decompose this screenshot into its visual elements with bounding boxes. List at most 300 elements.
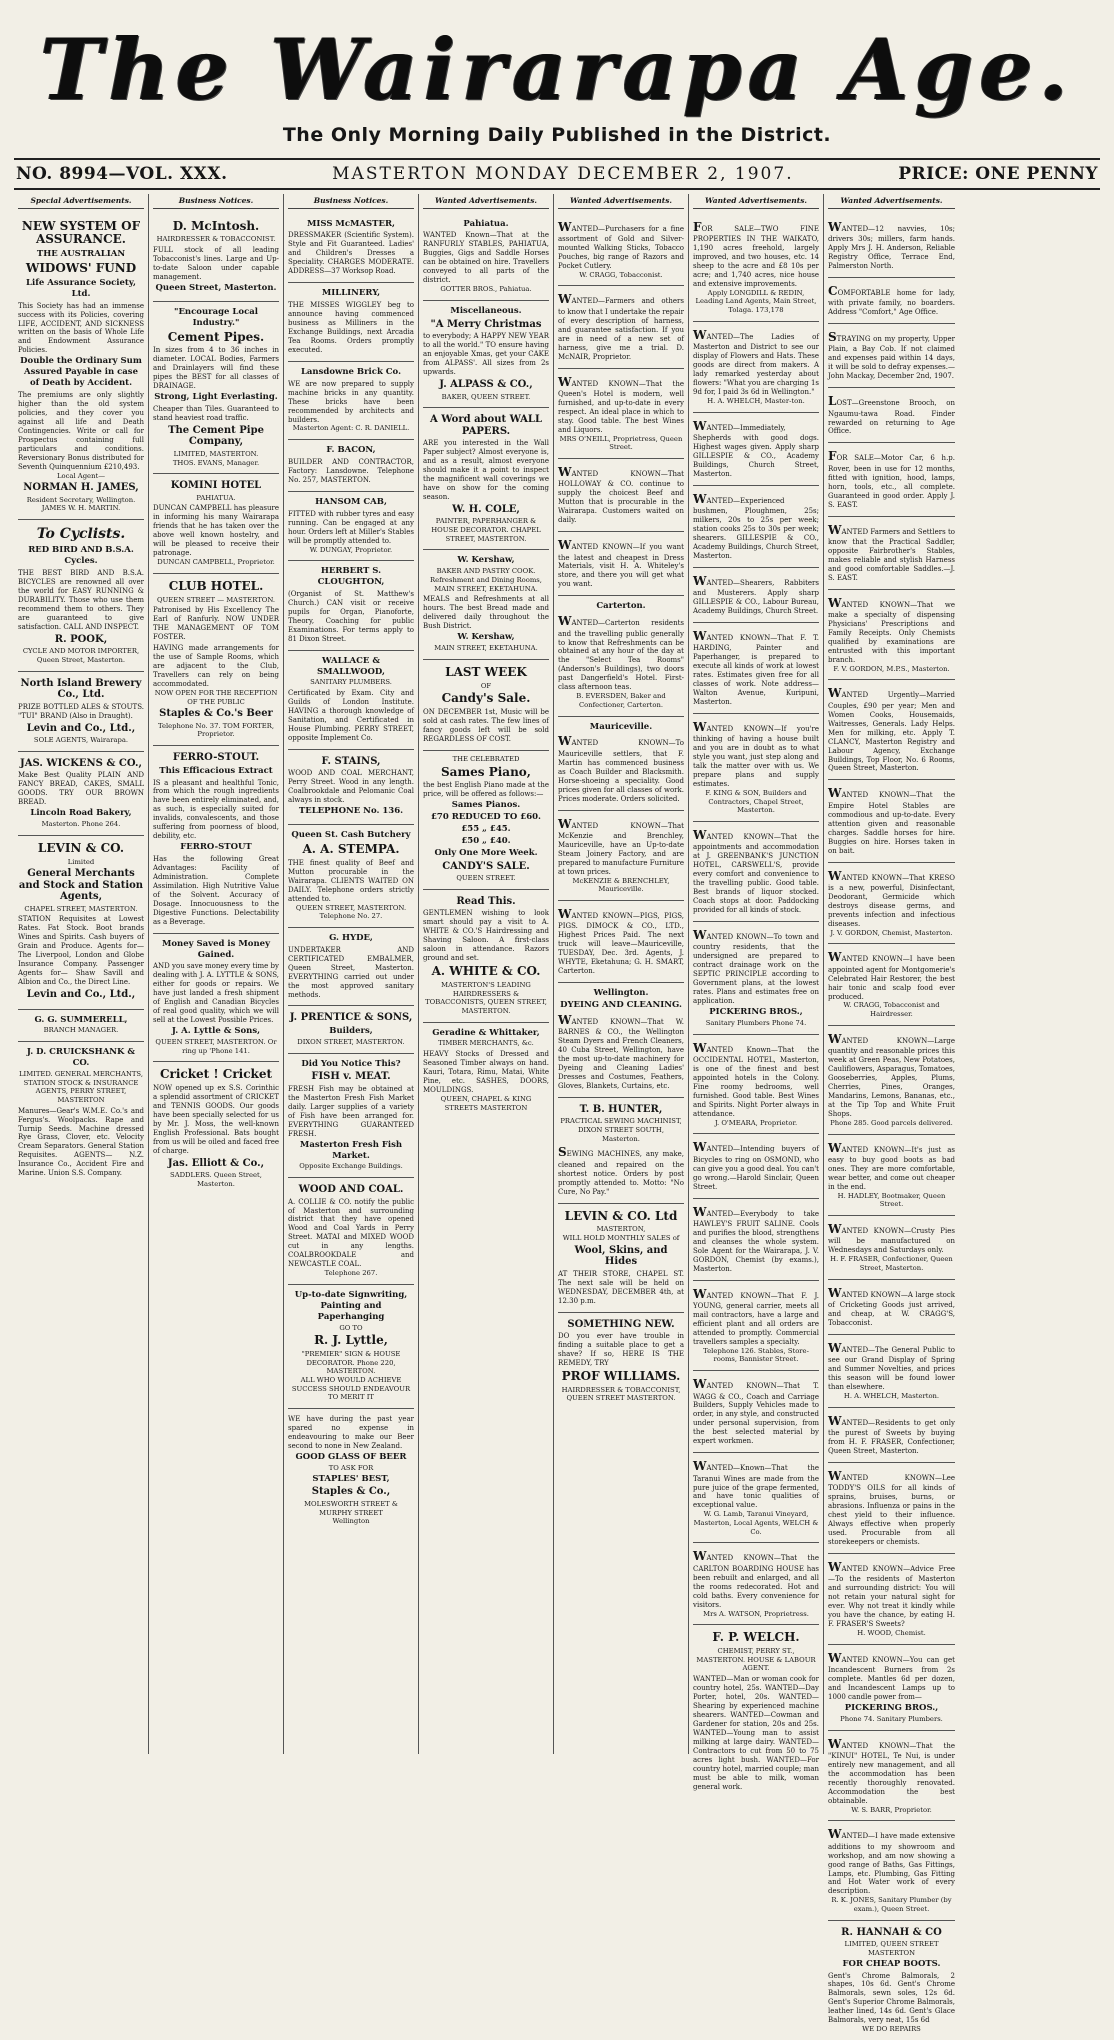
ad-heading: Mauriceville.	[589, 721, 653, 732]
ad-body: WANTED—The General Public to see our Grand Display of Spring and Summer Novelties, and prices this season will be found lower than elsewhere.	[828, 1340, 955, 1392]
price-line: £55 „ £45.	[461, 823, 511, 834]
ad-heading: Wellington.	[593, 988, 649, 999]
price: PRICE: ONE PENNY	[898, 164, 1098, 184]
ad-heading: Levin and Co., Ltd.,	[26, 722, 136, 734]
ad-heading: GOOD GLASS OF BEER	[295, 1451, 407, 1462]
ad-sub: TIMBER MERCHANTS, &c.	[438, 1039, 534, 1048]
ad-bicycles	[693, 1134, 819, 1198]
ad-toddy-oils	[828, 1463, 955, 1554]
ad-prentice	[288, 1006, 414, 1053]
ad-body: HEAVY Stocks of Dressed and Seasoned Timber always on hand. Kauri, Totara, Rimu, Matai, White Pine, etc. SASHES, DOORS, MOULDINGS.	[423, 1050, 549, 1094]
column-2	[149, 194, 284, 1754]
ad-wallace	[288, 651, 414, 750]
ad-sub: DIXON STREET, MASTERTON.	[297, 1037, 405, 1046]
ad-body: Manures—Gear's W.M.E. Co.'s and Fergus's. Woolpacks. Rape and Turnip Seeds. Machine dressed Rye Grass, Clover, etc. Velocity Cream Separators. General Station Requisites. AGENTS— N.Z. Insurance Co., Accident Fire and Marine. Union S.S. Company.	[18, 1106, 144, 1178]
ad-body: WANTED KNOWN—Crusty Pies will be manufactured on Wednesdays and Saturdays only.	[828, 1222, 955, 1255]
ad-heading: Money Saved is Money Gained.	[161, 938, 271, 960]
ad-heading: Geradine & Whittaker,	[432, 1027, 540, 1038]
ad-taranui	[693, 1453, 819, 1543]
ad-mcmaster	[288, 214, 414, 284]
ad-sub: Masterton. Phone 264.	[41, 820, 121, 829]
ad-fruit-shops	[828, 1026, 955, 1135]
ad-lyttle	[153, 934, 279, 1063]
ad-cragg-sticks	[558, 214, 684, 287]
ad-sub: CYCLE AND MOTOR IMPORTER, Queen Street, Masterton.	[22, 647, 140, 665]
ad-sub: H. F. FRASER, Confectioner, Queen Street, Masterton.	[830, 1255, 953, 1273]
ad-body: WANTED KNOWN—That the Queen's Hotel is modern, well furnished, and up-to-date in every respect. An ideal place in which to stay. Good table. The best Wines and Liquors.	[558, 374, 684, 434]
ad-heading: W. H. COLE,	[452, 503, 520, 515]
ad-hannah	[828, 1921, 955, 2040]
ad-body: WANTED Known—That the OCCIDENTAL HOTEL, Masterton, is one of the finest and best appointed hotels in the Colony. Fine roomy bedrooms, well furnished. Good table. Best Wines and Spirits. Night Porter always in attendance.	[693, 1040, 819, 1118]
ad-sweets	[828, 1408, 955, 1463]
column-3	[284, 194, 419, 1754]
ad-body: SEWING MACHINES, any make, cleaned and repaired on the shortest notice. Orders by post promptly attended to. Motto: "No Cure, No Pay."	[558, 1145, 684, 1196]
ad-body: BUILDER AND CONTRACTOR, Factory: Lansdowne. Telephone No. 257, MASTERTON.	[288, 458, 414, 484]
ad-body: COMFORTABLE home for lady, with private family, no boarders. Address "Comfort," Age Office.	[828, 283, 955, 317]
ad-sub: ALL WHO WOULD ACHIEVE SUCCESS SHOULD ENDEAVOUR TO MERIT IT	[291, 1376, 411, 1402]
ad-assurance	[18, 214, 144, 521]
ad-body: WANTED—Experienced bushmen, Ploughmen, 25s; milkers, 20s to 25s per week; station cooks 25s to 30s per week; shearers. GILLESPIE & CO., Academy Buildings, Church Street, Masterton.	[693, 491, 819, 560]
ad-sub: Telephone No. 37. TOM FORTER, Proprietor.	[157, 721, 275, 739]
ad-drainage	[693, 922, 819, 1035]
ad-body: LOST—Greenstone Brooch, on Ngaumu-tawa Road. Finder rewarded on returning to Age Office.	[828, 394, 955, 436]
ad-heading: Wool, Skins, and Hides	[574, 1244, 668, 1268]
ad-brewery	[18, 672, 144, 752]
ad-body: WE are now prepared to supply machine bricks in any quantity. These bricks have been recommended by architects and builders.	[288, 379, 414, 424]
ad-sub: THE AUSTRALIAN	[36, 249, 126, 260]
ad-queens-hotel	[558, 369, 684, 460]
ad-body: WANTED—Carterton residents and the travelling public generally to know that Refreshments can be obtained at any hour of the day at the "Select Tea Rooms" (Anderson's Buildings), two doors past Dangerfield's Hotel. First-class afternoon teas.	[558, 614, 684, 692]
ad-body: THE finest quality of Beef and Mutton procurable in the Wairarapa. CLIENTS WAITED ON DAILY. Telephone orders strictly attended to.	[288, 858, 414, 903]
ad-heading: SOMETHING NEW.	[567, 1318, 675, 1330]
ad-sub: Wellington	[332, 1517, 370, 1526]
ad-crusty-pies	[828, 1216, 955, 1280]
ad-carterton	[558, 596, 684, 716]
ad-heading: A. WHITE & CO.	[431, 964, 541, 979]
ad-sub: J. O'MEARA, Proprietor.	[714, 1118, 798, 1127]
ad-saddler	[828, 517, 955, 590]
ad-sub: CHEMIST, PERRY ST., MASTERTON. HOUSE & LABOUR AGENT.	[696, 1647, 816, 1673]
ad-body: FRESH Fish may be obtained at the Masterton Fresh Fish Market daily. Larger supplies of a variety of Fish have been arranged for. EVERYTHING GUARANTEED FRESH.	[288, 1084, 414, 1138]
ad-sub: LIMITED, QUEEN STREET MASTERTON	[844, 1940, 939, 1957]
ad-heading: CLUB HOTEL.	[168, 578, 264, 593]
ad-heading: HANSOM CAB,	[315, 496, 387, 507]
ad-junction-hotel	[693, 822, 819, 922]
ad-body: WANTED KNOWN—That the Empire Hotel Stables are commodious and up-to-date. Every attention given and reasonable charges. Saddle horses for hire. Buggies on hire. Horses taken in on bait.	[828, 786, 955, 855]
ad-sub: Mrs A. WATSON, Proprietress.	[703, 1609, 809, 1618]
ad-body: WANTED KNOWN—That the appointments and accommodation at J. GREENBANK'S JUNCTION HOTEL, CARSWELL'S, provide every comfort and convenience to the travelling public. Good table. Best brands of liquor stocked. Coach stops at door. Paddocking provided for all kinds of stock.	[693, 828, 819, 915]
ad-sub: BAKER AND PASTRY COOK. Refreshment and Dining Rooms, MAIN STREET, EKETAHUNA.	[430, 567, 542, 593]
dateline	[14, 158, 1100, 190]
ad-heading: MILLINERY,	[321, 288, 381, 299]
ad-millinery	[288, 283, 414, 362]
ad-heading: PICKERING BROS.,	[709, 1007, 803, 1018]
ad-sub: THOS. EVANS, Manager.	[172, 458, 260, 467]
ad-sub: RED BIRD AND B.S.A. Cycles.	[28, 545, 134, 567]
ad-heading: Pahiatua.	[463, 218, 509, 229]
ad-heading: HERBERT S. CLOUGHTON,	[317, 566, 385, 588]
ad-sub: H. WOOD, Chemist.	[857, 1629, 926, 1638]
ad-sub: W. DUNGAY, Proprietor.	[309, 545, 393, 554]
ad-sames-piano	[423, 751, 549, 890]
ad-sub: GOTTER BROS., Pahiatua.	[440, 285, 532, 294]
ad-sub: Local Agent—	[57, 471, 105, 480]
masthead	[14, 0, 1100, 146]
ad-body: Gent's Chrome Balmorals, 2 shapes, 10s 6d. Gent's Chrome Balmorals, sewn soles, 12s 6d. Gent's Superior Chrome Balmorals, leather lined, 14s 6d. Gent's Glace Balmorals, very neat, 15s 6d	[828, 1971, 955, 2025]
ad-dyeing	[558, 983, 684, 1098]
ad-wall-papers	[423, 408, 549, 550]
ad-sub: Phone 285. Good parcels delivered.	[830, 1118, 953, 1127]
ad-shearers	[693, 568, 819, 623]
ad-welch	[693, 1625, 819, 1797]
ad-body: WANTED KNOWN—It's just as easy to buy good boots as bad ones. They are more comfortable, wear better, and come out cheaper in the end.	[828, 1140, 955, 1191]
ad-signwriting	[288, 1285, 414, 1409]
ad-burners	[828, 1645, 955, 1731]
ad-heading: The Cement Pipe Company,	[168, 424, 264, 448]
ad-heading: To Cyclists.	[36, 526, 126, 543]
ad-sub: Phone 74. Sanitary Plumbers.	[840, 1714, 943, 1723]
ad-heading: W. Kershaw,	[457, 555, 515, 566]
ad-sub: W. CRAGG, Tobacconist.	[579, 270, 663, 279]
ad-harness	[558, 286, 684, 368]
ad-heading: FERRO-STOUT.	[172, 752, 260, 764]
ad-wickens	[18, 752, 144, 836]
ad-hunter	[558, 1098, 684, 1204]
ad-heading: Staples & Co.,	[311, 1486, 391, 1498]
ad-kinui-hotel	[828, 1731, 955, 1822]
ad-body: WANTED KNOWN—That HOLLOWAY & CO. continue to supply the choicest Beef and Mutton that is procurable in the Wairarapa. Customers waited on daily.	[558, 465, 684, 525]
ad-sub: BAKER, QUEEN STREET.	[441, 392, 531, 401]
ad-body: WANTED KNOWN—You can get Incandescent Burners from 2s complete. Mantles 6d per dozen, and Incandescent Lamps up to 1000 candle power from—	[828, 1650, 955, 1702]
ad-sub: Queen Street, Masterton.	[155, 282, 277, 293]
ad-sub: PAINTER, PAPERHANGER & HOUSE DECORATOR. CHAPEL STREET, MASTERTON.	[431, 517, 541, 543]
ad-sub: Masterton Fresh Fish Market.	[299, 1139, 403, 1161]
ad-body: (Organist of St. Matthew's Church.) CAN visit or receive pupils for Organ, Pianoforte, Theory, Coaching for public Examinations. For terms apply to 81 Dixon Street.	[288, 590, 414, 643]
ad-sub: QUEEN STREET — MASTERTON.	[156, 595, 275, 604]
ad-body: FOR SALE—Motor Car, 6 h.p. Rover, been in use for 12 months, fitted with ignition, hood, lamps, horn, tools, etc., all complete. Guaranteed in good order. Apply J. S. EAST.	[828, 449, 955, 509]
ad-sub: R. K. JONES, Sanitary Plumber (by exam.), Queen Street.	[831, 1896, 952, 1914]
ad-showroom	[828, 1821, 955, 1920]
ad-heading: Levin and Co., Ltd.,	[26, 989, 136, 1001]
ad-heading: Cement Pipes.	[167, 329, 265, 344]
ad-heading: Sames Piano,	[441, 764, 531, 779]
ad-heading: R. HANNAH & CO	[841, 1926, 942, 1938]
ad-sub: Masterton Agent: C. R. DANIELL.	[292, 424, 410, 433]
ad-body: WANTED KNOWN—That F. J. YOUNG, general carrier, meets all mail contractors, have a large and efficient plant and all orders are attended to promptly. Commercial travellers samples a specialty.	[693, 1286, 819, 1346]
ad-sub: "PREMIER" SIGN & HOUSE DECORATOR. Phone 220, MASTERTON.	[301, 1350, 401, 1376]
ad-navvies	[828, 214, 955, 278]
ad-body: WANTED KNOWN—That W. BARNES & CO., the Wellington Steam Dyers and French Cleaners, 40 Cuba Street, Wellington, have the most up-to-date machinery for Dyeing and Cleaning Ladies' Dresses and Costumes, Feathers, Gloves, Blankets, Curtains, etc.	[558, 1012, 684, 1090]
ad-heading: Miscellaneous.	[450, 305, 522, 316]
column-heading: Business Notices.	[153, 194, 279, 209]
ad-body: WE have during the past year spared no expense in endeavouring to make our Beer second to none in New Zealand.	[288, 1415, 414, 1450]
ad-body: WANTED KNOWN—Lee TODDY'S OILS for all kinds of sprains, bruises, burns, or abrasions. Influenza or pains in the chest yield to their influence. Always effective when properly used. Procurable from all storekeepers or chemists.	[828, 1469, 955, 1547]
ad-sub: W. S. BARR, Proprietor.	[851, 1805, 932, 1814]
ad-body: WANTED KNOWN—That F. T. HARDING, Painter and Paperhanger, is prepared to execute all kinds of work at lowest rates. Estimates given free for all classes of work. Note address—Walton Avenue, Kuripuni, Masterton.	[693, 628, 819, 706]
ad-sub: Life Assurance Society, Ltd.	[26, 277, 136, 299]
ad-signature: JAMES W. H. MARTIN.	[41, 504, 121, 513]
ad-lost-brooch	[828, 388, 955, 443]
newspaper-subtitle: The Only Morning Daily Published in the District.	[282, 124, 832, 146]
ad-geradine	[423, 1023, 549, 1119]
ad-sub: MASTERTON,	[596, 1225, 646, 1234]
ad-body: ARE you interested in the Wall Paper subject? Almost everyone is, and as a result, almost everyone should make it a point to inspect the magnificent wall coverings we have on show for the coming season.	[423, 439, 549, 501]
ad-heading: LEVIN & CO. Ltd	[564, 1208, 678, 1223]
ad-body: WANTED Known—That at the RANFURLY STABLES, PAHIATUA, Buggies, Gigs and Saddle Horses can be obtained on hire. Travellers conveyed to all parts of the district.	[423, 231, 549, 285]
ad-body: Patronised by His Excellency The Earl of Ranfurly. NOW UNDER THE MANAGEMENT OF TOM FOSTER.	[153, 606, 279, 642]
ad-heading: W. Kershaw,	[457, 632, 515, 643]
ad-body: DUNCAN CAMPBELL has pleasure in informing his many Wairarapa friends that he has taken over the above well known hostelry, and will be pleased to receive their patronage.	[153, 504, 279, 558]
ad-sub: PRACTICAL SEWING MACHINIST, DIXON STREET SOUTH, Masterton.	[560, 1117, 682, 1143]
ad-heading: J. D. CRUICKSHANK & CO.	[26, 1047, 136, 1068]
ad-sub: QUEEN STREET, MASTERTON. Telephone No. 27.	[295, 903, 407, 921]
ad-heading: Did You Notice This?	[301, 1058, 401, 1069]
ad-empire-stables	[828, 780, 955, 862]
ad-sub: Opposite Exchange Buildings.	[299, 1162, 403, 1171]
ad-body: WANTED—12 navvies, 10s; drivers 30s; millers, farm hands. Apply Mrs J. H. Anderson, Reliable Registry Office, Terrace End, Palmerston North.	[828, 219, 955, 270]
ad-heading: LEVIN & CO.	[37, 840, 125, 855]
column-4	[419, 194, 554, 1754]
ad-body: WANTED KNOWN—That we make a specialty of dispensing Physicians' Prescriptions and Family Receipts. Only Chemists qualified by examinations are entrusted with this important branch.	[828, 595, 955, 664]
ad-heading: North Island Brewery Co., Ltd.	[20, 677, 142, 701]
ad-heading: WOOD AND COAL.	[298, 1184, 404, 1196]
ad-body: Cheaper than Tiles. Guaranteed to stand heaviest road traffic.	[153, 404, 279, 422]
ad-young-carrier	[693, 1281, 819, 1372]
ad-sub: F. V. GORDON, M.P.S., Masterton.	[833, 664, 950, 673]
ad-staples	[288, 1409, 414, 1532]
ad-body: In sizes from 4 to 36 inches in diameter. LOCAL Bodies, Farmers and Drainlayers will find these pipes the BEST for all classes of DRAINAGE.	[153, 346, 279, 391]
ad-body: WANTED KNOWN—If you're thinking of having a house built and you are in doubt as to what style you want, just step along and talk the matter over with us. We prepare plans and supply estimates.	[693, 719, 819, 789]
ad-body: A. COLLIE & CO. notify the public of Masterton and surrounding district that they have opened Wood and Coal Yards in Perry Street. MATAI and MIXED WOOD cut in any lengths. COALBROOKDALE and NEWCASTLE COAL.	[288, 1197, 414, 1269]
ad-sub: WILL HOLD MONTHLY SALES of	[562, 1234, 680, 1243]
ad-holloway	[558, 459, 684, 532]
ad-heading: Only One More Week.	[434, 847, 538, 858]
ad-summerell	[18, 1010, 144, 1043]
ad-cricket	[153, 1062, 279, 1194]
ad-body: HAVING made arrangements for the use of Sample Rooms, which are adjacent to the Club, Travellers can rely on being accommodated.	[153, 644, 279, 688]
ad-advice	[828, 1554, 955, 1645]
ad-heading: J. A. Lyttle & Sons,	[171, 1026, 261, 1037]
ad-body: WANTED—Everybody to take HAWLEY'S FRUIT SALINE. Cools and purifies the blood, strengthens and cleanses the whole system. Sole Agent for the Wairarapa, J. V. GORDON, Chemist (by exams.), Masterton.	[693, 1204, 819, 1273]
ad-sub: MASTERTON'S LEADING HAIRDRESSERS & TOBACCONISTS, QUEEN STREET, MASTERTON.	[425, 980, 547, 1015]
columns	[14, 194, 1100, 2034]
ad-harding	[693, 623, 819, 714]
ad-body: Has the following Great Advantages: Facility of Administration. Complete Assimilation. High Nutritive Value of the Solvent. Accuracy of Dosage. Innocuousness to the Digestive Functions. Delectability as a Beverage.	[153, 855, 279, 926]
ad-sub: MAIN STREET, EKETAHUNA.	[434, 644, 538, 653]
ad-heading: JAS. WICKENS & CO.,	[20, 757, 142, 769]
ad-heading: FISH v. MEAT.	[311, 1071, 391, 1083]
ad-body: PRIZE BOTTLED ALES & STOUTS. "TUI" BRAND (Also in Draught).	[18, 702, 144, 720]
ad-heading: WIDOWS' FUND	[25, 261, 137, 276]
ad-heading: CANDY'S SALE.	[442, 860, 530, 872]
ad-sub: HAIRDRESSER & TOBACCONIST, QUEEN STREET MASTERTON.	[561, 1385, 681, 1403]
ad-cement-pipes	[153, 302, 279, 474]
ad-bacon	[288, 440, 414, 492]
ad-prof-williams	[558, 1313, 684, 1409]
ad-sub: MOLESWORTH STREET & MURPHY STREET	[304, 1499, 398, 1517]
ad-body: NOW opened up ex S.S. Corinthic a splendid assortment of CRICKET and TENNIS GOODS. Our goods have been specially selected for us by Mr. J. Moss, the well-known English Professional. Bats bought from us will be oiled and faced free of charge.	[153, 1084, 279, 1155]
ad-body: WANTED KNOWN—A large stock of Cricketing Goods just arrived, and cheap, at W. CRAGG'S, Tobacconist.	[828, 1285, 955, 1327]
ad-body: WANTED—Intending buyers of Bicycles to ring on OSMOND, who can give you a good deal. You can't go wrong.—Harold Sinclair, Queen Street.	[693, 1140, 819, 1191]
ad-body: Make Best Quality PLAIN AND FANCY BREAD, CAKES, SMALL GOODS. TRY OUR BROWN BREAD.	[18, 771, 144, 807]
place-date: MASTERTON MONDAY DECEMBER 2, 1907.	[332, 164, 794, 184]
ad-body: WANTED—Shearers, Rabbiters and Musterers. Apply sharp GILLESPIE & CO., Labour Bureau, Academy Buildings, Church Street.	[693, 573, 819, 615]
ad-whiteley	[558, 532, 684, 596]
ad-heading: PROF WILLIAMS.	[561, 1368, 681, 1383]
ad-sub: Telephone 126. Stables, Store-rooms, Bannister Street.	[703, 1346, 809, 1364]
ad-body: The premiums are only slightly higher than the old system policies, and they cover you against all life and Death Contingencies. Write or call for Prospectus containing full particulars and conditions. Reversionary Bonus distributed for Seventh Quinquennium £210,493.	[18, 390, 144, 471]
ad-hyde	[288, 928, 414, 1007]
ad-body: to everybody; A HAPPY NEW YEAR to all the world." TO ensure having an enjoyable Xmas, get your CAKE from ALPASS'. All sizes from 2s upwards.	[423, 332, 549, 377]
ad-body: the best English Piano made at the price, will be offered as follows:—	[423, 781, 549, 799]
ad-body: WANTED KNOWN—If you want the latest and cheapest in Dress Materials, visit H. A. Whiteley's store, and there you will get what you want.	[558, 538, 684, 589]
column-1	[14, 194, 149, 1754]
ad-heading: F. P. WELCH.	[712, 1630, 800, 1645]
ad-body: WANTED—Immediately, Shepherds with good dogs. Highest wages given. Apply sharp GILLESPIE & CO., Academy Buildings, Church Street, Masterton.	[693, 418, 819, 478]
ad-heading: Jas. Elliott & Co.,	[167, 1157, 265, 1169]
ad-heading: G. G. SUMMERELL,	[34, 1014, 128, 1025]
ad-candys-sale	[423, 660, 549, 751]
ad-body: WANTED—Purchasers for a fine assortment of Gold and Silver-mounted Walking Sticks, Tobacco Pouches, big range of Razors and Pocket Cutlery.	[558, 219, 684, 270]
ad-sub: DYEING AND CLEANING.	[560, 1000, 682, 1011]
ad-sub: SOLE AGENTS, Wairarapa.	[33, 736, 129, 745]
ad-heading: J. ALPASS & CO.,	[439, 379, 533, 391]
ad-body: WANTED—Residents to get only the purest of Sweets by buying from H. F. FRASER, Confectioner, Queen Street, Masterton.	[828, 1413, 955, 1456]
ad-heading: G. HYDE,	[329, 932, 373, 943]
ad-body: WANTED KNOWN—That the CARLTON BOARDING HOUSE has been rebuilt and enlarged, and all the rooms redecorated. Hot and cold baths. Every convenience for visitors.	[693, 1549, 819, 1609]
ad-body: AND you save money every time by dealing with J. A. LYTTLE & SONS, either for goods or repairs. We have just landed a fresh shipment of English and Canadian Bicycles of real good quality, which we will sell at the Lowest Possible Prices.	[153, 962, 279, 1025]
ad-sub: TELEPHONE No. 136.	[298, 806, 404, 817]
ad-body: WANTED KNOWN—Advice Free—To the residents of Masterton and surrounding district: You will not retain your natural sight for ever. Why not treat it kindly while you have the chance, by eating H. F. FRASER'S Sweets?	[828, 1560, 955, 1629]
ad-club-hotel	[153, 574, 279, 746]
ad-body: WANTED KNOWN—Large quantity and reasonable prices this week at Green Peas, New Potatoes, Cauliflowers, Asparagus, Tomatoes, Gooseberries, Apples, Plums, Cherries, Pines, Oranges, Mandarins, Lemons, Bananas, etc., at the Tip Top and White Fruit Shops.	[828, 1031, 955, 1118]
ad-white-co	[423, 890, 549, 1023]
ad-body: WOOD AND COAL MERCHANT, Perry Street. Wood in any length. Coalbrookdale and Pelomanic Coal always in stock.	[288, 769, 414, 805]
ad-heading: Queen St. Cash Butchery	[291, 830, 411, 841]
ad-fish-market	[288, 1054, 414, 1179]
ad-body: WANTED Urgently—Married Couples, £90 per year; Men and Women Cooks, Housemaids, Waitresses, Generals. Lady Helps. Men for milking, etc. Apply T. CLANCY, Masterton Registry and Labour Agency, Exchange Buildings, Top Floor, No. 6 Rooms, Queen Street, Masterton.	[828, 686, 955, 773]
ad-sub: F. KING & SON, Builders and Contractors, Chapel Street, Masterton.	[705, 789, 807, 815]
ad-body: WANTED KNOWN—That KRESO is a new, powerful, Disinfectant, Deodorant, Germicide which destroys disease germs, and prevents infection and infectious diseases.	[828, 868, 955, 928]
ad-sub: Resident Secretary, Wellington.	[26, 495, 136, 504]
ad-sub: Limited	[67, 857, 95, 866]
ad-body: FULL stock of all leading Tobacconist's lines. Large and Up-to-date Saloon under capable management.	[153, 246, 279, 281]
ad-levin	[18, 836, 144, 1010]
ad-sub: CHAPEL STREET, MASTERTON.	[24, 904, 138, 913]
ad-body: WANTED KNOWN—PIGS, PIGS, PIGS. DIMOCK & CO., LTD., Highest Prices Paid. The next truck will leave—Mauriceville, TUESDAY, Dec. 3rd. Agents, J. WHYTE, Eketahuna; G. H. SMART, Carterton.	[558, 907, 684, 976]
ad-sub: THE CELEBRATED	[452, 754, 520, 763]
price-line: £50 „ £40.	[461, 835, 511, 846]
ad-sub: Double the Ordinary Sum Assured Payable in case of Death by Accident.	[20, 356, 142, 389]
ad-heading: Sames Pianos.	[451, 800, 521, 811]
newspaper-title: The Wairarapa Age.	[39, 20, 1074, 119]
ad-fruit-saline	[693, 1199, 819, 1281]
ad-body: WANTED KNOWN—That McKenzie and Brenchley, Mauriceville, have an Up-to-date Steam Joinery Factory, and are prepared to manufacture Furniture at town prices.	[558, 816, 684, 876]
ad-body: This Society has had an immense success with its Policies, covering LIFE, ACCIDENT, AND SICKNESS written on the basis of Whole Life and Endowment Assurance Policies.	[18, 301, 144, 355]
ad-sub: H. HADLEY, Bootmaker, Queen Street.	[837, 1191, 946, 1209]
ad-ferro-stout	[153, 746, 279, 934]
ad-mckenzie	[558, 811, 684, 902]
ad-heading: D. McIntosh.	[172, 218, 260, 233]
ad-sub: H. A. WHELCH, Master-ton.	[707, 396, 805, 405]
ad-sub: MRS O'NEILL, Proprietress, Queen Street.	[559, 434, 683, 452]
column-6	[689, 194, 824, 1791]
ad-hair-restorer	[828, 944, 955, 1026]
ad-kershaw	[423, 550, 549, 659]
ad-pahiatua	[423, 214, 549, 301]
ad-body: Certificated by Exam. City and Guilds of London Institute. HAVING a thorough knowledge of Sanitation, and Certificated in House Plumbing. PERRY STREET, opposite Implement Co.	[288, 689, 414, 742]
ad-body: IS a pleasant and healthful Tonic, from which the rough ingredients have been entirely eliminated, and, as such, is especially suited for invalids, convalescents, and those suffering from poorness of blood, debility, etc.	[153, 778, 279, 841]
ad-christmas	[423, 301, 549, 408]
ad-wagg	[693, 1371, 819, 1453]
ad-bushmen	[693, 486, 819, 568]
ad-body: THE MISSES WIGGLEY beg to announce having commenced business as Milliners in the Exchange Buildings, next Arcadia Tea Rooms. Orders promptly executed.	[288, 301, 414, 354]
ad-sub: Telephone 267.	[324, 1269, 378, 1278]
ad-body: THE BEST BIRD AND B.S.A. BICYCLES are renowned all over the world for EASY RUNNING & DURABILITY. Those who use them recommend them to others. They are guaranteed to give satisfaction. CALL AND INSPECT.	[18, 569, 144, 631]
ad-sub: LIMITED, MASTERTON.	[173, 449, 259, 458]
ad-flowers-hats	[693, 322, 819, 413]
column-heading: Wanted Advertisements.	[423, 194, 549, 209]
ad-heading: Up-to-date Signwriting, Painting and Paperhanging	[294, 1289, 408, 1322]
ad-heading: KOMINI HOTEL	[170, 480, 262, 492]
ad-body: ON DECEMBER 1st, Music will be sold at cash rates. The few lines of fancy goods left will be sold REGARDLESS OF COST.	[423, 708, 549, 743]
ad-body: UNDERTAKER AND CERTIFICATED EMBALMER, Queen Street, Masterton. EVERYTHING carried out under the most approved sanitary methods.	[288, 945, 414, 999]
ad-sub: Lincoln Road Bakery,	[30, 808, 132, 819]
ad-heading: T. B. HUNTER,	[579, 1103, 663, 1115]
ad-sub: H. A. WHELCH, Masterton.	[843, 1392, 940, 1401]
ad-heading: J. PRENTICE & SONS,	[289, 1012, 413, 1024]
ad-sub: FERRO-STOUT	[180, 842, 252, 853]
ad-sub: B. EVERSDEN, Baker and Confectioner, Carterton.	[576, 692, 666, 709]
ad-heading: "A Merry Christmas	[430, 318, 542, 330]
ad-hansom-cab	[288, 492, 414, 561]
ad-heading: F. STAINS,	[321, 755, 381, 767]
ad-prescriptions	[828, 590, 955, 681]
ad-straying	[828, 324, 955, 388]
column-heading: Wanted Advertisements.	[558, 194, 684, 209]
ad-sub: BRANCH MANAGER.	[43, 1026, 119, 1035]
ad-heading: STAPLES' BEST,	[312, 1473, 390, 1484]
ad-sub: PAHIATUA.	[196, 493, 236, 502]
ad-heading: Candy's Sale.	[441, 691, 531, 706]
ad-sub: QUEEN STREET.	[456, 874, 516, 883]
price-line: £70 REDUCED TO £60.	[431, 812, 541, 823]
ad-heading: R. J. Lyttle,	[314, 1333, 388, 1348]
ad-couples	[828, 680, 955, 780]
ad-body: GENTLEMEN wishing to look smart should pay a visit to A. WHITE & CO.'S Hairdressing and Shaving Saloon. A first-class saloon in attendance. Razors ground and set.	[423, 909, 549, 963]
ad-sub: QUEEN, CHAPEL & KING STREETS MASTERTON	[440, 1094, 532, 1112]
ad-body: DRESSMAKER (Scientific System). Style and Fit Guaranteed. Ladies' and Children's Dresses a Speciality. CHARGES MODERATE. ADDRESS—37 Worksop Road.	[288, 231, 414, 276]
ad-heading: F. BACON,	[326, 445, 376, 456]
ad-cricketing	[828, 1280, 955, 1335]
ad-sub: "Encourage Local Industry."	[174, 306, 258, 328]
ad-heading: R. POOK,	[54, 633, 108, 645]
column-heading: Wanted Advertisements.	[828, 194, 955, 209]
ad-brick-co	[288, 362, 414, 440]
ad-sub: LIMITED. GENERAL MERCHANTS, STATION STOCK & INSURANCE AGENTS, PERRY STREET, MASTERTON	[19, 1069, 143, 1104]
ad-sub: TO ASK FOR	[328, 1463, 374, 1472]
ad-body: WANTED KNOWN—To Mauriceville settlers, that F. Martin has commenced business as Coach Builder and Blacksmith. Horse-shoeing a speciality. Good prices given for all classes of work. Prices moderate. Orders solicited.	[558, 734, 684, 803]
ad-body: WANTED KNOWN—That T. WAGG & CO., Coach and Carriage Builders, Supply Vehicles made to order, in any style, and constructed under personal supervision, from the best selected material by expert workmen.	[693, 1377, 819, 1446]
ad-heading: NORMAN H. JAMES,	[23, 482, 139, 494]
ad-sub: This Efficacious Extract	[159, 765, 273, 776]
ad-motor-car	[828, 443, 955, 516]
ad-waikato-sale	[693, 214, 819, 322]
column-7	[824, 194, 959, 2034]
ad-sub: W. CRAGG, Tobacconist and Hairdresser.	[843, 1001, 940, 1019]
ad-body: MEALS and Refreshments at all hours. The best Bread made and delivered daily throughout the Bush District.	[423, 595, 549, 631]
ad-stains	[288, 750, 414, 825]
